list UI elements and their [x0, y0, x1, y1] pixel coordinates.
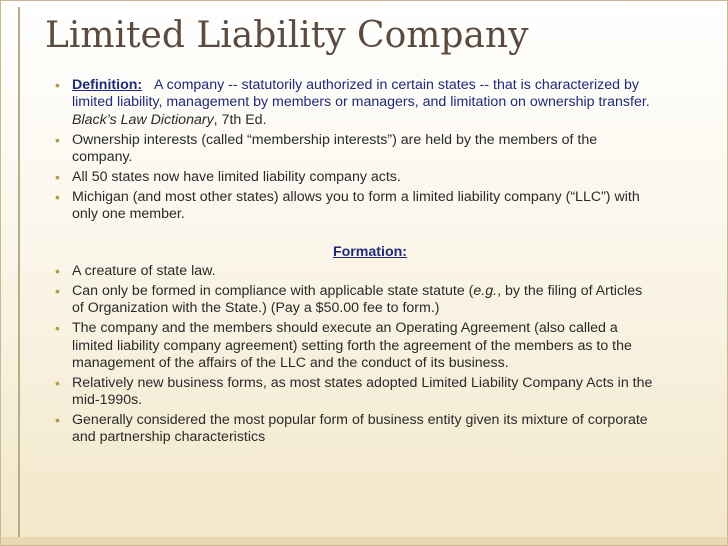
bullet-list-top — [55, 77, 655, 223]
bullet-definition — [55, 77, 655, 129]
bullet-text: , by the filing of Articles of Organization with the State.) (Pay a $50.00 fee to form.) — [72, 283, 643, 317]
bullet-italic-text: e.g. — [473, 283, 498, 300]
bullet-item: • All 50 states now have limited liability company acts. — [55, 169, 655, 186]
bottom-accent-band — [1, 537, 727, 545]
bullet-text: Can only be formed in compliance with applicable state statute ( — [72, 283, 474, 300]
definition-label: Definition: — [72, 77, 143, 93]
definition-source-title: Black’s Law Dictionary — [72, 111, 214, 128]
bullet-item: • A creature of state law. — [55, 263, 655, 280]
bullet-list-formation — [55, 263, 655, 447]
bullet-item — [55, 283, 655, 318]
bullet-item: • Michigan (and most other states) allows you to form a limited liability company (“LLC”) with only one member. — [55, 189, 655, 224]
formation-heading: Formation: — [332, 243, 408, 260]
bullet-item: • Generally considered the most popular form of business entity given its mixture of corporate and partnership characteristics — [55, 412, 655, 447]
definition-source-edition: , 7th Ed. — [213, 111, 267, 128]
slide-title: Limited Liability Company — [45, 15, 529, 56]
left-accent-rule — [18, 7, 20, 541]
slide-body — [55, 77, 655, 449]
definition-text: A company -- statutorily authorized in certain states -- that is characterized by limited liability, management by members or managers, and limitation on ownership transfer. — [72, 77, 650, 111]
bullet-item: • Relatively new business forms, as most states adopted Limited Liability Company Acts in the mid-1990s. — [55, 375, 655, 410]
bullet-item: • The company and the members should execute an Operating Agreement (also called a limited liability company agreement) setting forth the agreement of the members as to the management of the affairs of the LLC and the conduct of its business. — [55, 320, 655, 372]
bullet-item: • Ownership interests (called “membership interests”) are held by the members of the company. — [55, 132, 655, 167]
